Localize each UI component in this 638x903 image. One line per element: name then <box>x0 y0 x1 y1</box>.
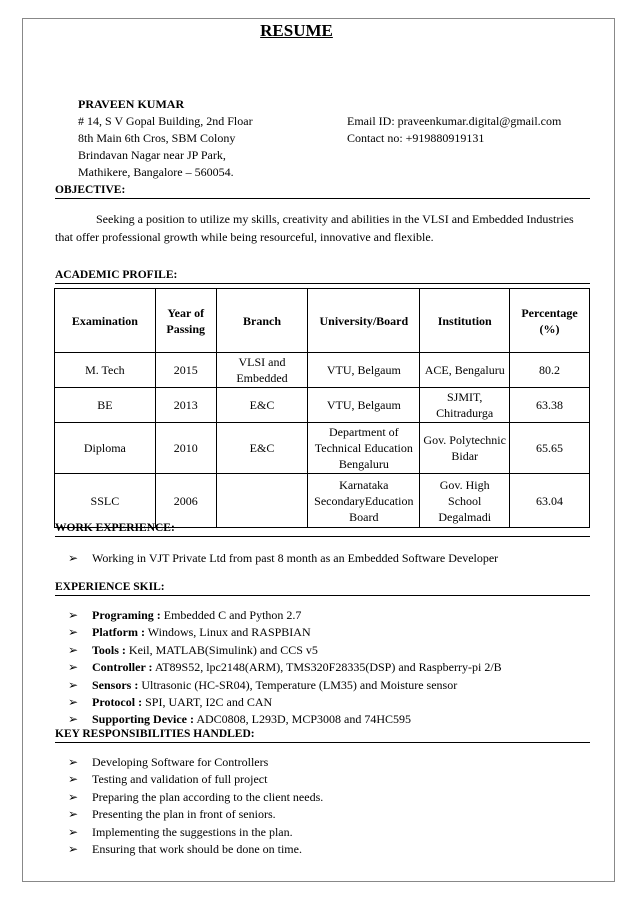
table-cell: 2015 <box>155 353 216 388</box>
resume-title: RESUME <box>260 21 333 40</box>
arrow-bullet-icon: ➢ <box>68 551 79 565</box>
address-line: Mathikere, Bangalore – 560054. <box>78 165 234 179</box>
header-university: University/Board <box>308 289 420 353</box>
arrow-bullet-icon: ➢ <box>68 608 79 622</box>
arrow-bullet-icon: ➢ <box>68 625 79 640</box>
table-row <box>55 423 590 474</box>
list-item <box>68 754 323 771</box>
email: Email ID: praveenkumar.digital@gmail.com <box>347 114 562 128</box>
skill-label: Controller : <box>92 660 153 675</box>
arrow-bullet-icon: ➢ <box>68 772 79 787</box>
list-item <box>68 624 502 641</box>
header-institution: Institution <box>420 289 510 353</box>
item-text: Presenting the plan in front of seniors. <box>92 807 276 822</box>
skill-value: Ultrasonic (HC-SR04), Temperature (LM35) and Moisture sensor <box>138 677 458 692</box>
list-item <box>68 806 323 823</box>
table-cell: Diploma <box>55 423 156 474</box>
item-text: Developing Software for Controllers <box>92 755 269 769</box>
table-cell: Gov. Polytechnic Bidar <box>420 423 510 474</box>
skill-value: SPI, UART, I2C and CAN <box>142 695 273 710</box>
item-text: Working in VJT Private Ltd from past 8 month as an Embedded Software Developer <box>92 551 499 565</box>
objective-text: Seeking a position to utilize my skills, creativity and abilities in the VLSI and Embedded Industries that offer professional growth while being resourceful, innovative and flexible. <box>55 212 574 244</box>
work-heading: WORK EXPERIENCE: <box>55 521 590 537</box>
table-header-row <box>55 289 590 353</box>
address-line: 8th Main 6th Cros, SBM Colony <box>78 131 236 145</box>
skill-value: Keil, MATLAB(Simulink) and CCS v5 <box>125 642 318 657</box>
work-list <box>68 550 498 567</box>
arrow-bullet-icon: ➢ <box>68 660 79 675</box>
list-item <box>68 677 502 694</box>
table-cell: 65.65 <box>510 423 590 474</box>
item-text: Preparing the plan according to the client needs. <box>92 789 324 804</box>
table-cell: VTU, Belgaum <box>308 353 420 388</box>
list-item <box>68 607 502 624</box>
list-item <box>68 642 502 659</box>
table-row <box>55 353 590 388</box>
table-cell: E&C <box>216 423 308 474</box>
table-cell <box>216 474 308 528</box>
list-item <box>68 659 502 676</box>
table-cell: 2006 <box>155 474 216 528</box>
table-cell: Gov. High School Degalmadi <box>420 474 510 528</box>
header-year: Year of Passing <box>155 289 216 353</box>
skill-value: Windows, Linux and RASPBIAN <box>144 625 311 640</box>
table-cell: 63.38 <box>510 388 590 423</box>
table-cell: Department of Technical Education Bengaluru <box>308 423 420 474</box>
table-cell: 63.04 <box>510 474 590 528</box>
arrow-bullet-icon: ➢ <box>68 824 79 839</box>
table-cell: 80.2 <box>510 353 590 388</box>
table-cell: M. Tech <box>55 353 156 388</box>
list-item <box>68 789 323 806</box>
header-percentage: Percentage (%) <box>510 289 590 353</box>
academic-table <box>54 288 590 528</box>
arrow-bullet-icon: ➢ <box>68 712 79 727</box>
arrow-bullet-icon: ➢ <box>68 789 79 804</box>
academic-heading: ACADEMIC PROFILE: <box>55 268 590 284</box>
address-line: Brindavan Nagar near JP Park, <box>78 148 226 162</box>
skills-list <box>68 607 502 729</box>
table-row <box>55 388 590 423</box>
table-cell: SJMIT, Chitradurga <box>420 388 510 423</box>
arrow-bullet-icon: ➢ <box>68 842 79 857</box>
table-cell: VTU, Belgaum <box>308 388 420 423</box>
list-item <box>68 550 498 567</box>
responsibilities-heading: KEY RESPONSIBILITIES HANDLED: <box>55 727 590 743</box>
arrow-bullet-icon: ➢ <box>68 695 79 710</box>
arrow-bullet-icon: ➢ <box>68 677 79 692</box>
skill-label: Supporting Device : <box>92 712 194 727</box>
table-cell: 2013 <box>155 388 216 423</box>
item-text: Implementing the suggestions in the plan. <box>92 824 293 839</box>
address-line: # 14, S V Gopal Building, 2nd Floar <box>78 114 253 128</box>
responsibilities-list <box>68 754 323 858</box>
skill-value: Embedded C and Python 2.7 <box>160 608 302 622</box>
arrow-bullet-icon: ➢ <box>68 642 79 657</box>
skill-label: Programing : <box>92 608 161 622</box>
list-item <box>68 824 323 841</box>
table-cell: ACE, Bengaluru <box>420 353 510 388</box>
header-examination: Examination <box>55 289 156 353</box>
table-cell: SSLC <box>55 474 156 528</box>
table-cell: E&C <box>216 388 308 423</box>
table-cell: Karnataka SecondaryEducation Board <box>308 474 420 528</box>
table-cell: VLSI and Embedded <box>216 353 308 388</box>
list-item <box>68 841 323 858</box>
item-text: Ensuring that work should be done on time. <box>92 842 302 857</box>
header-branch: Branch <box>216 289 308 353</box>
skill-label: Protocol : <box>92 695 143 710</box>
objective-heading: OBJECTIVE: <box>55 183 590 199</box>
skill-label: Platform : <box>92 625 145 640</box>
table-cell: BE <box>55 388 156 423</box>
skill-value: AT89S52, lpc2148(ARM), TMS320F28335(DSP) and Raspberry-pi 2/B <box>152 660 502 675</box>
item-text: Testing and validation of full project <box>92 772 268 787</box>
arrow-bullet-icon: ➢ <box>68 755 79 769</box>
candidate-name: PRAVEEN KUMAR <box>78 97 185 111</box>
skill-label: Sensors : <box>92 677 139 692</box>
table-row <box>55 474 590 528</box>
arrow-bullet-icon: ➢ <box>68 807 79 822</box>
table-cell: 2010 <box>155 423 216 474</box>
phone: Contact no: +919880919131 <box>347 131 485 145</box>
list-item <box>68 694 502 711</box>
skill-label: Tools : <box>92 642 126 657</box>
skills-heading: EXPERIENCE SKIL: <box>55 580 590 596</box>
list-item <box>68 771 323 788</box>
skill-value: ADC0808, L293D, MCP3008 and 74HC595 <box>194 712 412 727</box>
